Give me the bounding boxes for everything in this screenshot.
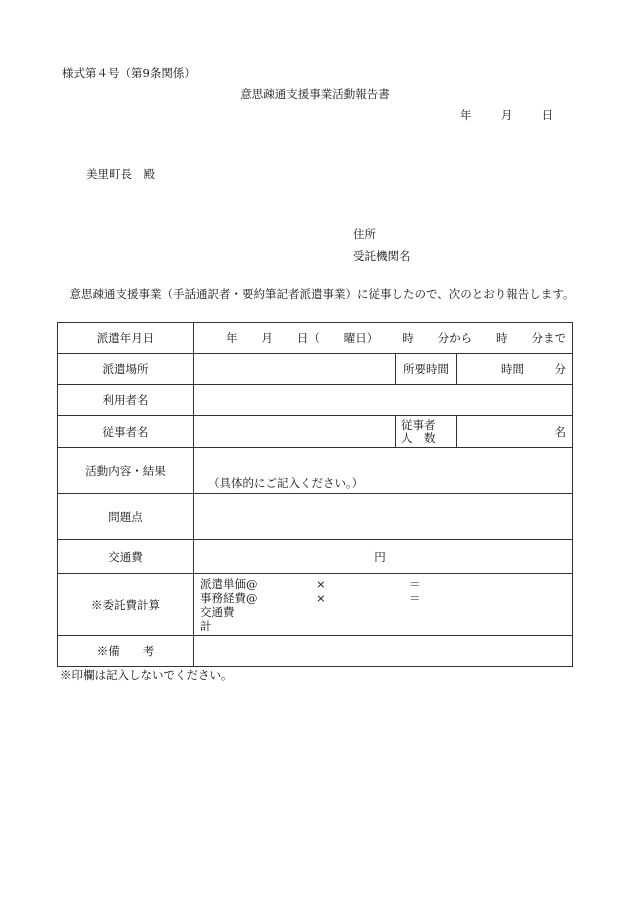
row-worker [58, 416, 573, 448]
fee-unit-price-eq: ＝ [409, 576, 421, 591]
form-number: 様式第４号（第9条関係） [62, 66, 196, 80]
worker-count-label-1: 従事者 [401, 417, 436, 432]
problems-field[interactable] [194, 494, 573, 540]
fee-office-cost-times: × [316, 590, 326, 605]
user-label: 利用者名 [58, 385, 194, 416]
dd-hour1: 時 [402, 331, 414, 345]
row-user [58, 385, 573, 416]
place-label: 派遣場所 [58, 354, 194, 385]
transport-field[interactable] [194, 540, 573, 574]
problems-label: 問題点 [58, 494, 194, 540]
row-problems [58, 494, 573, 540]
dispatch-date-label: 派遣年月日 [58, 323, 194, 354]
duration-hour: 時間 [501, 362, 524, 376]
fee-field[interactable] [194, 574, 573, 636]
worker-count-unit: 名 [554, 424, 566, 439]
fee-transport-label: 交通費 [200, 604, 235, 619]
intro-text: 意思疎通支援事業（手話通訳者・要約筆記者派遣事業）に従事したので、次のとおり報告します。 [69, 287, 575, 301]
worker-field[interactable] [194, 416, 396, 448]
row-remarks [58, 636, 573, 667]
transport-unit: 円 [374, 549, 386, 564]
dd-weekday: 曜日） [343, 331, 379, 345]
row-fee [58, 574, 573, 636]
worker-count-field[interactable] [457, 416, 573, 448]
report-table [57, 322, 573, 667]
sender-org-label: 受託機関名 [353, 249, 411, 263]
footnote: ※印欄は記入しないでください。 [60, 668, 233, 682]
dd-hour2: 時 [496, 331, 508, 345]
duration-min: 分 [554, 362, 566, 376]
addressee: 美里町長 殿 [86, 167, 155, 181]
dd-year: 年 [226, 331, 238, 345]
worker-count-label-2: 人 数 [401, 430, 436, 445]
date-day: 日 [541, 108, 554, 122]
duration-label: 所要時間 [396, 354, 457, 385]
report-date [460, 107, 553, 123]
fee-unit-price-label: 派遣単価@ [200, 576, 258, 591]
activity-label: 活動内容・結果 [58, 448, 194, 494]
fee-unit-price-times: × [316, 576, 326, 591]
row-transport [58, 540, 573, 574]
user-field[interactable] [194, 385, 573, 416]
duration-field[interactable] [457, 354, 573, 385]
sender-address-label: 住所 [353, 227, 376, 241]
fee-total-label: 計 [200, 618, 212, 633]
transport-label: 交通費 [58, 540, 194, 574]
row-dispatch-date [58, 323, 573, 354]
activity-field[interactable] [194, 448, 573, 494]
dd-min-from: 分から [437, 331, 473, 345]
activity-hint: （具体的にご記入ください。） [208, 476, 364, 490]
date-year: 年 [460, 108, 472, 122]
dispatch-date-field[interactable] [194, 323, 573, 354]
dd-day: 日（ [296, 331, 320, 345]
worker-label: 従事者名 [58, 416, 194, 448]
dd-month: 月 [261, 331, 273, 345]
fee-office-cost-eq: ＝ [409, 590, 421, 605]
place-field[interactable] [194, 354, 396, 385]
fee-label: ※委託費計算 [58, 574, 194, 636]
date-month: 月 [500, 108, 513, 122]
fee-office-cost-label: 事務経費@ [200, 590, 258, 605]
remarks-label: ※備 考 [58, 636, 194, 667]
worker-count-label [396, 416, 457, 448]
remarks-field[interactable] [194, 636, 573, 667]
document-title: 意思疎通支援事業活動報告書 [240, 87, 390, 101]
row-place [58, 354, 573, 385]
row-activity [58, 448, 573, 494]
dd-min-to: 分まで [531, 331, 566, 345]
